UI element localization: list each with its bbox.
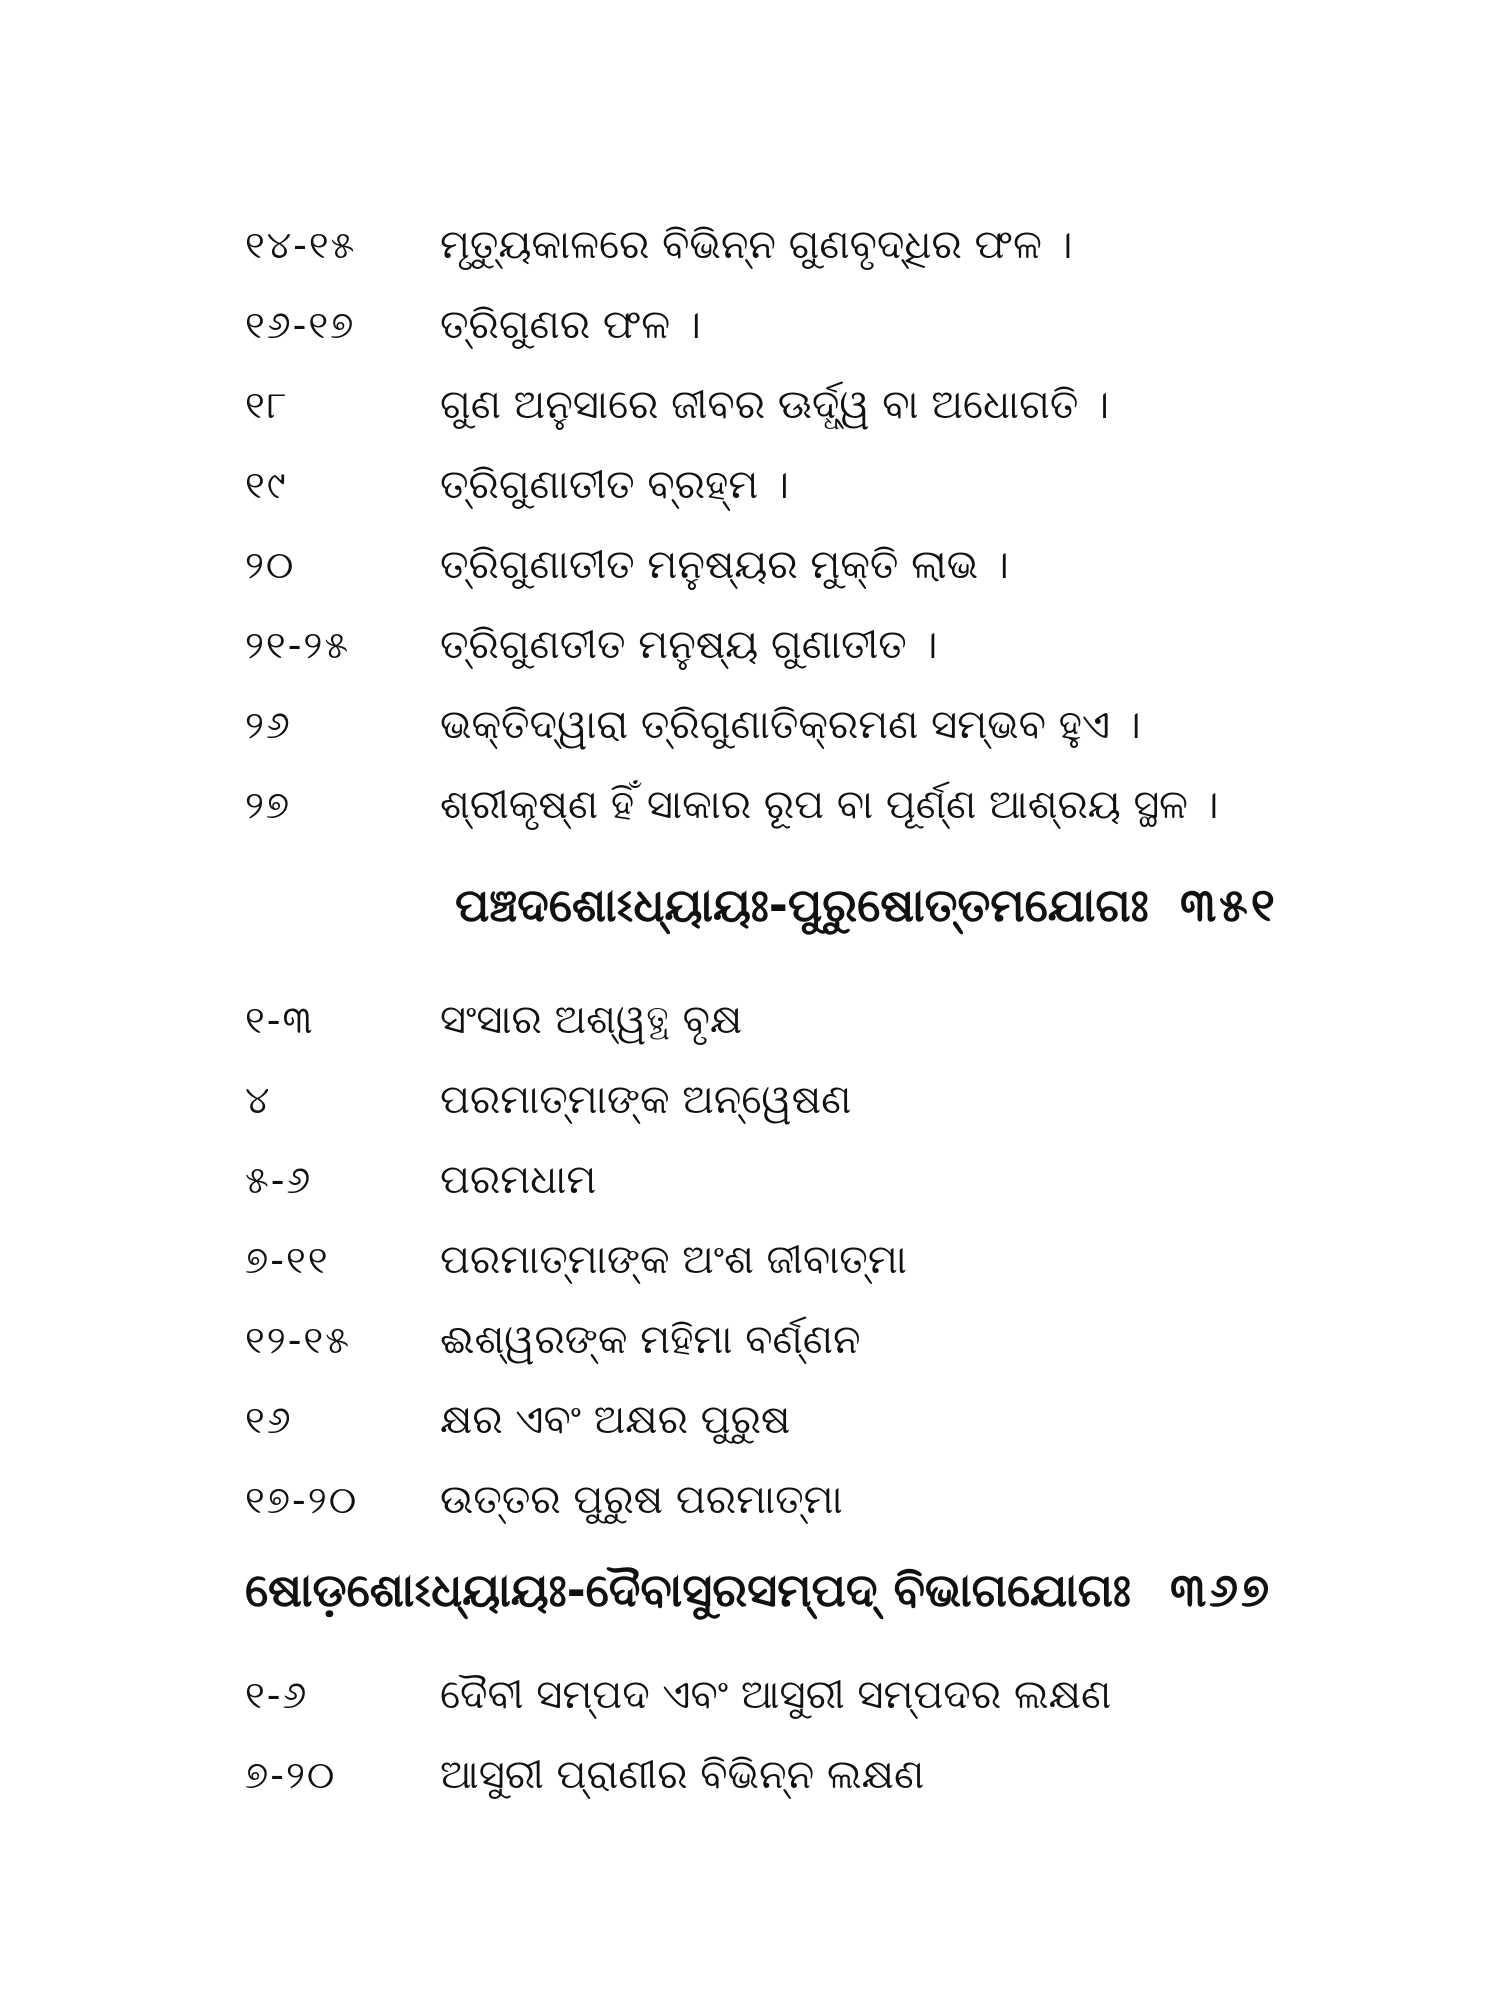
list-item <box>0 375 1500 435</box>
entry-description: ସଂସାର ଅଶ୍ୱତ୍ଥ ବୃକ୍ଷ <box>440 997 743 1043</box>
verse-range: ୧୬ <box>245 1398 293 1442</box>
list-item <box>0 1745 1500 1805</box>
list-item <box>0 1470 1500 1530</box>
list-item <box>0 215 1500 275</box>
list-item <box>0 1665 1500 1725</box>
chapter-page-number: ୩୫୧ <box>1180 878 1278 932</box>
entry-description: ଦୈବୀ ସମ୍ପଦ ଏବଂ ଆସୁରୀ ସମ୍ପଦର ଲକ୍ଷଣ <box>440 1672 1112 1718</box>
entry-description: ଗୁଣ ଅନୁସାରେ ଜୀବର ଊର୍ଦ୍ଧ୍ୱ ବା ଅଧୋଗତି । <box>440 382 1110 428</box>
entry-description: ପରମାତ୍ମାଙ୍କ ଅଂଶ ଜୀବାତ୍ମା <box>440 1237 907 1283</box>
entry-description: ତ୍ରିଗୁଣତୀତ ମନୁଷ୍ୟ ଗୁଣାତୀତ । <box>440 622 938 668</box>
verse-range: ୪ <box>245 1078 272 1122</box>
entry-description: ପରମାତ୍ମାଙ୍କ ଅନ୍ୱେଷଣ <box>440 1077 852 1123</box>
entry-description: ମୃତ୍ୟୁକାଳରେ ବିଭିନ୍ନ ଗୁଣବୃଦ୍ଧିର ଫଳ । <box>440 222 1073 268</box>
verse-range: ୧୮ <box>245 383 289 427</box>
verse-range: ୨୦ <box>245 543 296 587</box>
verse-range: ୨୧-୨୫ <box>245 623 351 667</box>
entry-description: ଈଶ୍ୱରଙ୍କ ମହିମା ବର୍ଣ୍ଣନ <box>440 1317 861 1363</box>
verse-range: ୨୬ <box>245 703 292 747</box>
entry-description: ଉତ୍ତର ପୁରୁଷ ପରମାତ୍ମା <box>440 1477 843 1523</box>
list-item <box>0 990 1500 1050</box>
verse-range: ୧୪-୧୫ <box>245 223 357 267</box>
chapter-heading <box>0 870 1500 940</box>
list-item <box>0 1070 1500 1130</box>
entry-description: କ୍ଷର ଏବଂ ଅକ୍ଷର ପୁରୁଷ <box>440 1397 791 1443</box>
entry-description: ଶ୍ରୀକୃଷ୍ଣ ହିଁ ସାକାର ରୂପ ବା ପୂର୍ଣ୍ଣ ଆଶ୍ରୟ ସ୍ଥଳ । <box>440 782 1219 828</box>
list-item <box>0 615 1500 675</box>
list-item <box>0 1390 1500 1450</box>
entry-description: ଆସୁରୀ ପ୍ରାଣୀର ବିଭିନ୍ନ ଲକ୍ଷଣ <box>440 1752 925 1798</box>
verse-range: ୧-୩ <box>245 998 315 1042</box>
list-item <box>0 455 1500 515</box>
list-item <box>0 295 1500 355</box>
verse-range: ୧୨-୧୫ <box>245 1318 351 1362</box>
chapter-title: ପଞ୍ଚଦଶୋଽଧ୍ୟାୟଃ-ପୁରୁଷୋତ୍ତମଯୋଗଃ <box>455 878 1149 932</box>
chapter-heading <box>0 1555 1500 1625</box>
verse-range: ୫-୬ <box>245 1158 313 1202</box>
entry-description: ତ୍ରିଗୁଣର ଫଳ । <box>440 302 701 348</box>
verse-range: ୧୬-୧୭ <box>245 303 356 347</box>
verse-range: ୨୭ <box>245 783 292 827</box>
verse-range: ୭-୨୦ <box>245 1753 337 1797</box>
list-item <box>0 695 1500 755</box>
list-item <box>0 1150 1500 1210</box>
entry-description: ଭକ୍ତିଦ୍ୱାରା ତ୍ରିଗୁଣାତିକ୍ରମଣ ସମ୍ଭବ ହୁଏ । <box>440 702 1141 748</box>
chapter-title: ଷୋଡ଼ଶୋଽଧ୍ୟାୟଃ-ଦୈବାସୁରସମ୍ପଦ୍ ବିଭାଗଯୋଗଃ <box>245 1563 1131 1617</box>
chapter-page-number: ୩୬୭ <box>1170 1563 1273 1617</box>
list-item <box>0 535 1500 595</box>
verse-range: ୭-୧୧ <box>245 1238 330 1282</box>
verse-range: ୧୭-୨୦ <box>245 1478 359 1522</box>
list-item <box>0 1310 1500 1370</box>
entry-description: ତ୍ରିଗୁଣାତୀତ ମନୁଷ୍ୟର ମୁକ୍ତି ଲାଭ । <box>440 542 1009 588</box>
entry-description: ତ୍ରିଗୁଣାତୀତ ବ୍ରହ୍ମ । <box>440 462 789 508</box>
list-item <box>0 775 1500 835</box>
entry-description: ପରମଧାମ <box>440 1157 597 1203</box>
list-item <box>0 1230 1500 1290</box>
verse-range: ୧୯ <box>245 463 288 507</box>
verse-range: ୧-୬ <box>245 1673 309 1717</box>
